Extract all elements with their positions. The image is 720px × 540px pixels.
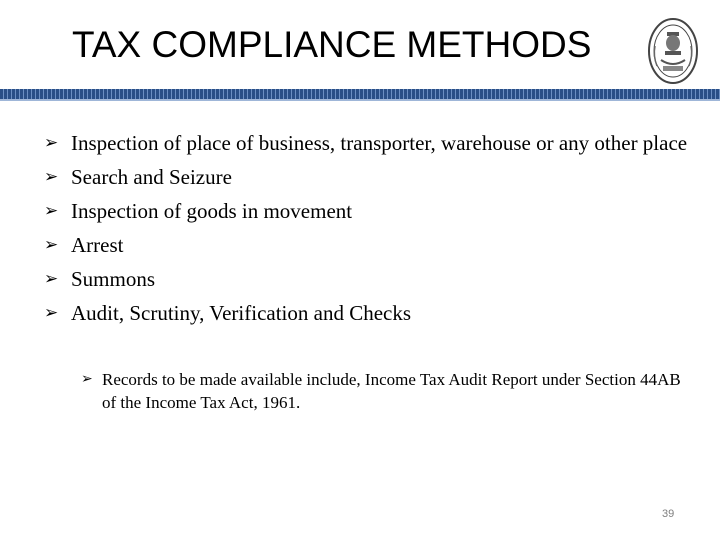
emblem-seal-icon	[647, 16, 699, 86]
list-item: ➢ Inspection of place of business, transporter, warehouse or any other place	[44, 131, 688, 155]
right-arrow-bullet-icon: ➢	[44, 269, 59, 289]
right-arrow-bullet-icon: ➢	[44, 303, 59, 323]
right-arrow-bullet-icon: ➢	[44, 133, 59, 153]
right-arrow-bullet-icon: ➢	[44, 235, 59, 255]
bullet-list	[44, 130, 694, 334]
page-number: 39	[662, 508, 675, 520]
list-item: ➢ Summons	[44, 267, 156, 291]
sub-list-item: ➢ Records to be made available include, Income Tax Audit Report under Section 44AB of the Income Tax Act, 1961.	[81, 370, 681, 412]
list-item: ➢ Inspection of goods in movement	[44, 199, 353, 223]
right-arrow-bullet-icon: ➢	[44, 167, 59, 187]
list-item: ➢ Search and Seizure	[44, 165, 232, 189]
right-arrow-bullet-icon: ➢	[44, 201, 59, 221]
right-arrow-bullet-icon: ➢	[81, 371, 93, 387]
header-band	[0, 89, 720, 99]
sub-bullet-list	[81, 368, 681, 414]
header-divider	[0, 99, 720, 101]
list-item: ➢ Audit, Scrutiny, Verification and Checks	[44, 301, 412, 325]
slide-title: TAX COMPLIANCE METHODS	[72, 24, 592, 65]
list-item: ➢ Arrest	[44, 233, 124, 257]
